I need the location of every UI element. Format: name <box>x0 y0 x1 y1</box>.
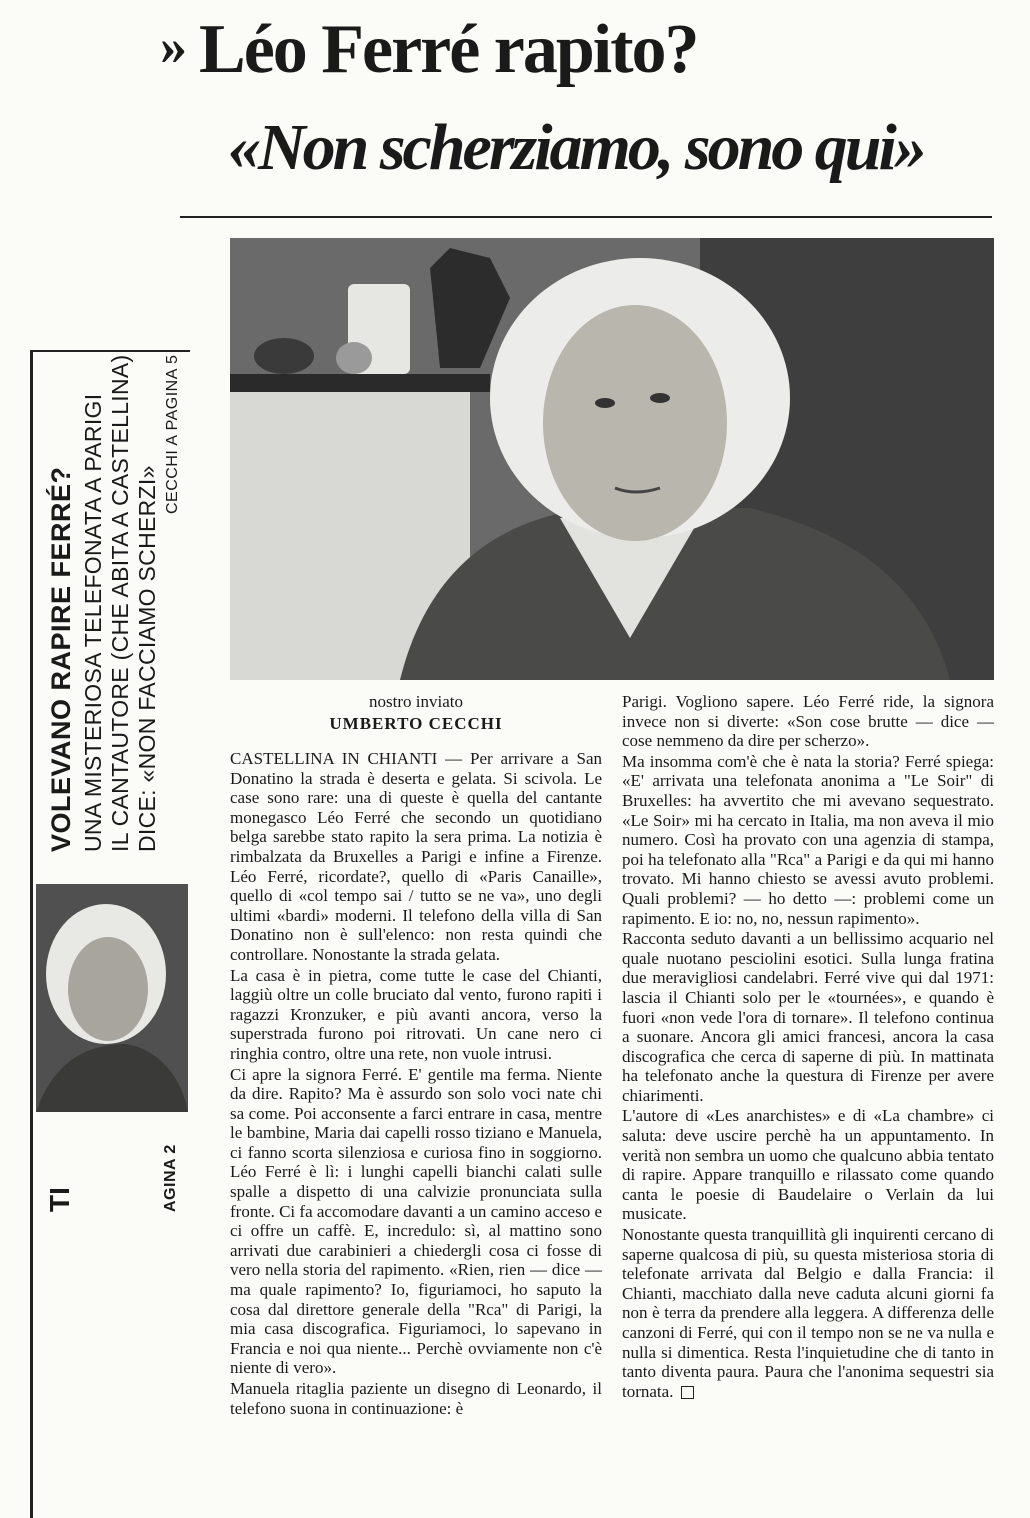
sidebar-photo <box>36 884 188 1112</box>
sidebar-page-label: AGINA 2 <box>162 1144 179 1212</box>
sidebar-line-3: DICE: «NON FACCIAMO SCHERZI» <box>134 465 160 852</box>
sidebar-page-reference: CECCHI A PAGINA 5 <box>164 354 181 514</box>
article-column-2 <box>622 692 994 1402</box>
paragraph-last <box>622 1225 994 1401</box>
end-mark-icon <box>681 1386 694 1399</box>
byline-author: UMBERTO CECCHI <box>329 714 503 733</box>
sidebar-fragment: TI <box>44 1187 75 1212</box>
portrait-illustration <box>230 238 994 680</box>
headline-title: Léo Ferré rapito? <box>199 11 698 88</box>
headline-rule <box>180 216 992 218</box>
paragraph: CASTELLINA IN CHIANTI — Per arrivare a San Donatino la strada è deserta e gelata. Si scivola. Le case sono rare: una di queste è quella del cantante monegasco Léo Ferré che secondo un quotidiano belga sarebbe stato rapito la sera prima. La notizia è rimbalzata da Bruxelles a Parigi e infine a Firenze. Léo Ferré, ricordate?, quello di «Paris Canaille», quello di «col tempo sai / tutto se ne va», uno degli ultimi «bardi» moderni. Il telefono della villa di San Donatino non è sull'elenco: non resta quindi che controllare. Nonostante la strada gelata. <box>230 749 602 964</box>
article-column-1 <box>230 749 602 1419</box>
paragraph: Parigi. Vogliono sapere. Léo Ferré ride, la signora invece non si diverte: «Son cose brutte — dice — cose nemmeno da dire per scherzo». <box>622 692 994 751</box>
sidebar-line-2: IL CANTAUTORE (CHE ABITA A CASTELLINA) <box>107 354 133 852</box>
paragraph: Manuela ritaglia paziente un disegno di Leonardo, il telefono suona in continuazione: è <box>230 1379 602 1418</box>
sidebar-portrait-illustration <box>36 884 188 1112</box>
paragraph: Nonostante questa tranquillità gli inquirenti cercano di saperne qualcosa di più, su questa misteriosa storia di telefonate arrivata dal Belgio e dalla Francia: il Chianti, macchiato dalla neve caduta alcuni giorni fa non è terra da prendere alla leggera. A differenza delle canzoni di Ferré, qui con il tempo non se ne va nulla e nulla si dimentica. Resta l'inquietudine che di tanto in tanto diventa paura. Paura che l'anonima sequestri sia tornata. <box>622 1225 994 1401</box>
sidebar-line-1: UNA MISTERIOSA TELEFONATA A PARIGI <box>80 393 106 852</box>
article-photo <box>230 238 994 680</box>
headline-mark: » <box>160 16 185 76</box>
paragraph: Ma insomma com'è che è nata la storia? Ferré spiega: «E' arrivata una telefonata anonima a "Le Soir" di Bruxelles: ha avvertito che mi avevano sequestrato. «Le Soir» mi ha cercato in Italia, ma non aveva il mio numero. Così ha provato con una agenzia di stampa, poi ha telefonato alla "Rca" a Parigi e da qui mi hanno trovato. Mi hanno chiesto se avessi avuto problemi. Quali problemi? — ho detto —: problemi come un rapimento. E io: no, no, nessun rapimento». <box>622 751 994 928</box>
sidebar-title: VOLEVANO RAPIRE FERRÉ? <box>46 466 76 852</box>
paragraph: Ci apre la signora Ferré. E' gentile ma ferma. Niente da dire. Rapito? Ma è assurdo son solo voci nate chi sa come. Poi acconsente a farci entrare in casa, mentre le bambine, Maria dai capelli rosso tiziano e Manuela, ci fanno scorta silenziosa e curiosa fino in soggiorno. Léo Ferré è lì: i lunghi capelli bianchi calati sulle spalle a dispetto di una calvizie pronunciata sulla fronte. Ci fa accomodare davanti a un camino acceso e ci offre un caffè. E, incredulo: sì, al mattino sono arrivati due carabinieri a chiedergli cosa ci fosse di vero nella storia del rapimento. «Rien, rien — dice — ma quale rapimento? Io, figuriamoci, ho saputo la cosa dal direttore generale della "Rca" di Parigi, la mia casa discografica. Figuriamoci, lo sapevano in Francia e noi qua niente... Perchè ovviamente non c'è niente di vero». <box>230 1064 602 1378</box>
headline <box>160 10 1010 86</box>
byline-intro: nostro inviato <box>369 692 463 711</box>
sidebar-rule <box>30 350 33 1518</box>
paragraph: Racconta seduto davanti a un bellissimo acquario nel quale nuotano pesciolini esotici. Sulla lunga fratina due meravigliosi candelabri. Ferré vive qui dal 1971: lascia il Chianti solo per le «tournées», e quando è fuori «non vede l'ora di tornare». Il telefono continua a suonare. Ancora gli amici francesi, ancora la casa discografica che cerca di saperne di più. In mattinata ha telefonato anche la questura di Firenze per avere chiarimenti. <box>622 929 994 1105</box>
sidebar-top-rule <box>30 350 190 352</box>
paragraph: La casa è in pietra, come tutte le case del Chianti, laggiù oltre un colle bruciato dal vento, furono rapiti i ragazzi Kronzuker, e più avanti ancora, verso la superstrada furono poi ritrovati. Un cane nero ci ringhia contro, oltre una rete, non vuole intrusi. <box>230 965 602 1063</box>
paragraph: L'autore di «Les anarchistes» e di «La chambre» ci saluta: deve uscire perchè ha un appuntamento. In verità non sembra un uomo che qualcuno abbia tentato di rapire. Appare tranquillo e rilassato come quando canta le poesie di Baudelaire o Verlain da lui musicate. <box>622 1106 994 1224</box>
headline-subtitle: «Non scherziamo, sono qui» <box>228 111 924 184</box>
